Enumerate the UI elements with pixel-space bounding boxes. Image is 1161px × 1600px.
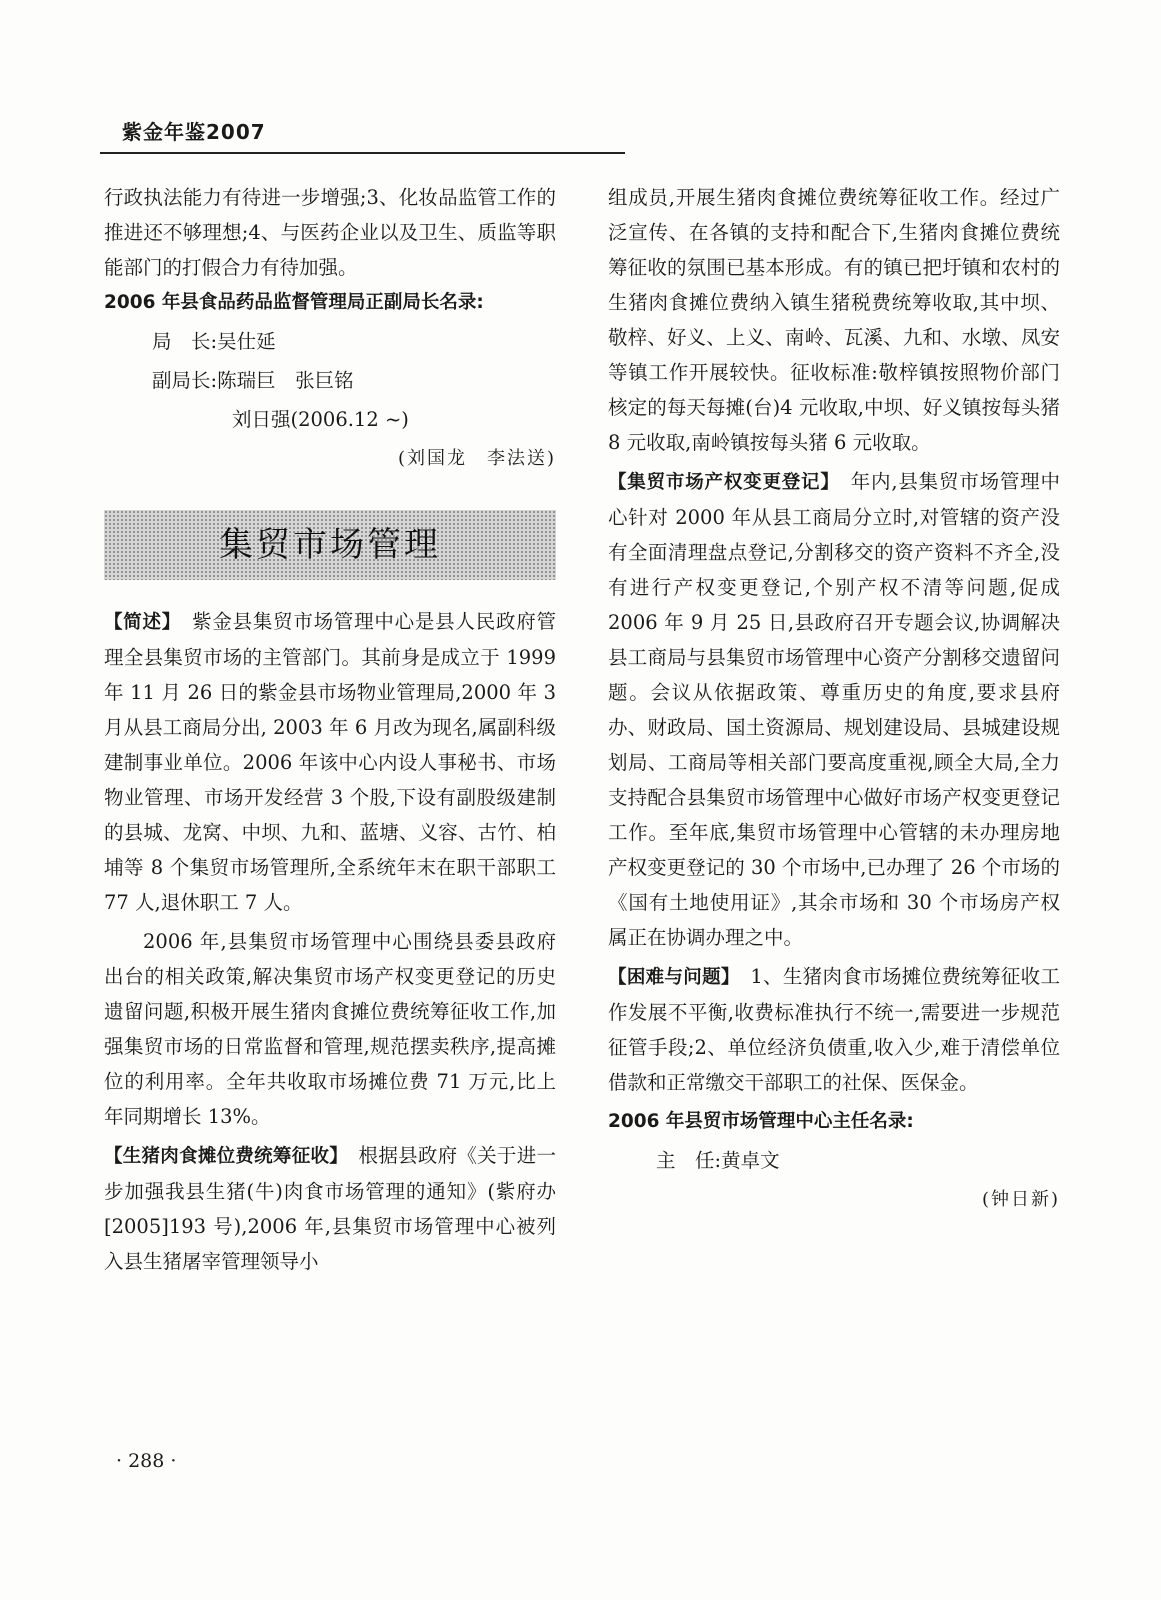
pork-continued-paragraph: 组成员,开展生猪肉食摊位费统筹征收工作。经过广泛宣传、在各镇的支持和配合下,生猪肉食摊位费统筹征收的氛围已基本形成。有的镇已把圩镇和农村的生猪肉食摊位费纳入镇生猪税费统筹收取,其中坝、敬梓、好义、上义、南岭、瓦溪、九和、水墩、凤安等镇工作开展较快。征收标准:敬梓镇按照物价部门核定的每天每摊(台)4 元收取,中坝、好义镇按每头猪 8 元收取,南岭镇按每头猪 6 元收取。 — [608, 186, 1060, 454]
roster-title: 2006 年县贸市场管理中心主任名录: — [608, 1111, 914, 1132]
overview-paragraph — [104, 604, 556, 920]
pork-paragraph — [104, 1138, 556, 1279]
roster-line: 主 任:黄卓文 — [656, 1149, 780, 1172]
left-column — [104, 180, 556, 1279]
summary-paragraph: 2006 年,县集贸市场管理中心围绕县委县政府出台的相关政策,解决集贸市场产权变更登记的历史遗留问题,积极开展生猪肉食摊位费统筹征收工作,加强集贸市场的日常监督和管理,规范摆卖秩序,提高摊位的利用率。全年共收取市场摊位费 71 万元,比上年同期增长 13%。 — [104, 930, 556, 1128]
roster-title: 2006 年县食品药品监督管理局正副局长名录: — [104, 292, 484, 313]
pork-tag: 【生猪肉食摊位费统筹征收】 — [104, 1146, 339, 1167]
author-credit: (刘国龙 李法送) — [397, 448, 556, 469]
property-text: 年内,县集贸市场管理中心针对 2000 年从县工商局分立时,对管辖的资产没有全面清理盘点登记,分割移交的资产资料不齐全,没有进行产权变更登记,个别产权不清等问题,促成 2006 年 9 月 25 日,县政府召开专题会议,协调解决县工商局与县集贸市场管理中心资产分割移交遗留问题。会议从依据政策、尊重历史的角度,要求县府办、财政局、国土资源局、规划建设局、县城建设规划局、工商局等相关部门要高度重视,顾全大局,全力支持配合县集贸市场管理中心做好市场产权变更登记工作。至年底,集贸市场管理中心管辖的未办理房地产权变更登记的 30 个市场中,已办理了 26 个市场的《国有土地使用证》,其余市场和 30 个市场房产权属正在协调办理之中。 — [608, 470, 1060, 949]
section-title: 集贸市场管理 — [219, 524, 441, 565]
overview-text: 紫金县集贸市场管理中心是县人民政府管理全县集贸市场的主管部门。其前身是成立于 1999 年 11 月 26 日的紫金县市场物业管理局,2000 年 3 月从县工商局分出, 2003 年 6 月改为现名,属副科级建制事业单位。2006 年该中心内设人事秘书、市场物业管理、市场开发经营 3 个股,下设有副股级建制的县城、龙窝、中坝、九和、蓝塘、义容、古竹、柏埔等 8 个集贸市场管理所,全系统年末在职干部职工 77 人,退休职工 7 人。 — [104, 610, 556, 914]
roster-line: 刘日强(2006.12 ~) — [232, 408, 409, 431]
property-tag: 【集贸市场产权变更登记】 — [608, 472, 831, 493]
problems-text: 1、生猪肉食市场摊位费统筹征收工作发展不平衡,收费标准执行不统一,需要进一步规范征管手段;2、单位经济负债重,收入少,难于清偿单位借款和正常缴交干部职工的社保、医保金。 — [608, 965, 1060, 1094]
pork-text: 根据县政府《关于进一步加强我县生猪(牛)肉食市场管理的通知》(紫府办[2005]193 号),2006 年,县集贸市场管理中心被列入县生猪屠宰管理领导小 — [104, 1144, 556, 1273]
running-title: 紫金年鉴2007 — [122, 120, 266, 144]
header-rule — [100, 152, 625, 154]
intro-paragraph: 行政执法能力有待进一步增强;3、化妆品监管工作的推进还不够理想;4、与医药企业以及卫生、质监等职能部门的打假合力有待加强。 — [104, 186, 556, 279]
right-column — [608, 180, 1060, 1217]
section-banner — [104, 510, 556, 580]
overview-tag: 【简述】 — [104, 612, 172, 633]
page-number: · 288 · — [116, 1450, 177, 1472]
roster-line: 副局长:陈瑞巨 张巨铭 — [152, 369, 354, 392]
problems-paragraph — [608, 959, 1060, 1100]
author-credit: (钟日新) — [981, 1189, 1060, 1210]
roster-line: 局 长:吴仕延 — [152, 330, 276, 353]
property-paragraph — [608, 464, 1060, 955]
problems-tag: 【困难与问题】 — [608, 967, 731, 988]
